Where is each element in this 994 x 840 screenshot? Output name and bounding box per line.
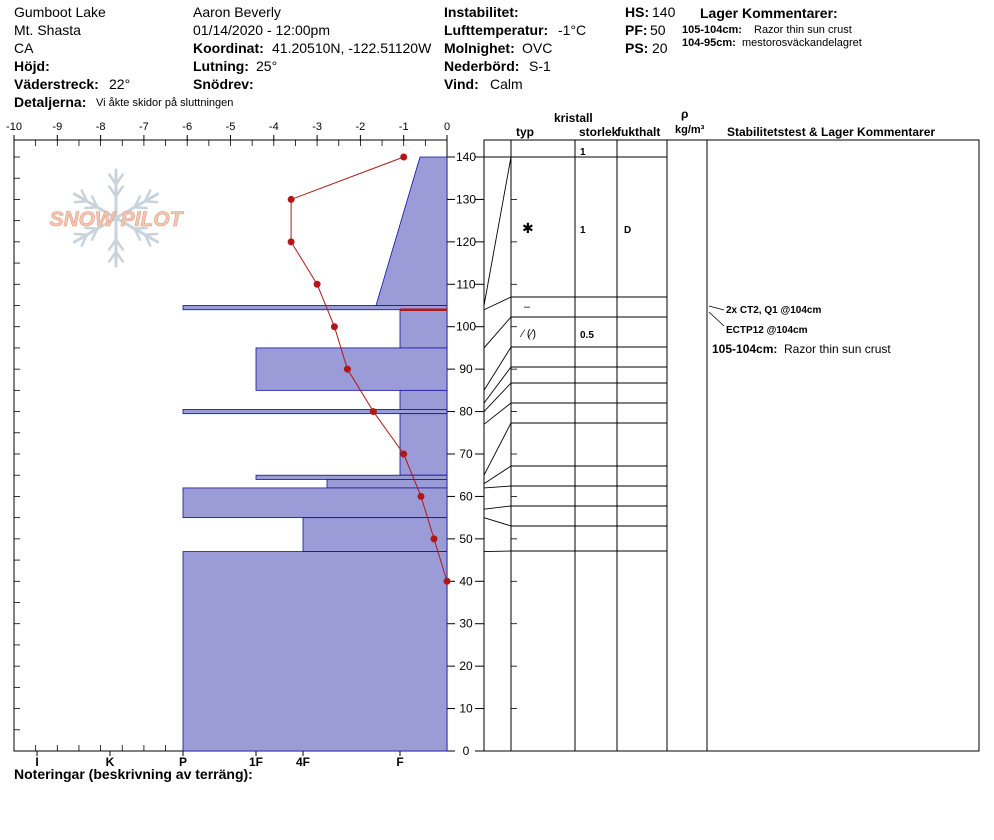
layer-connector bbox=[484, 403, 511, 424]
layer-connector bbox=[484, 423, 511, 475]
observer: Aaron Beverly bbox=[193, 4, 281, 20]
stability-test-2: ECTP12 @104cm bbox=[726, 325, 808, 336]
temp-tick-label: -2 bbox=[355, 121, 366, 133]
drift-label: Snödrev: bbox=[193, 76, 254, 92]
aspect-label: Väderstreck: bbox=[14, 76, 99, 92]
precip-value: S-1 bbox=[529, 58, 551, 74]
temp-point bbox=[314, 281, 321, 288]
layer-connector bbox=[484, 466, 511, 484]
depth-tick-label: 20 bbox=[459, 659, 473, 674]
temp-point bbox=[400, 451, 407, 458]
hardness-label: 4F bbox=[295, 755, 311, 769]
location: Gumboot Lake bbox=[14, 4, 106, 20]
layer-comments-title: Lager Kommentarer: bbox=[700, 5, 838, 21]
datetime: 01/14/2020 - 12:00pm bbox=[193, 22, 330, 38]
ps-label: PS: bbox=[625, 40, 649, 56]
temp-point bbox=[331, 323, 338, 330]
hardness-label: F bbox=[396, 755, 404, 769]
layer-4-size: 0.5 bbox=[580, 330, 594, 341]
hardness-label: K bbox=[105, 755, 115, 769]
pf-value: 50 bbox=[650, 22, 666, 38]
hardness-label: P bbox=[178, 755, 188, 769]
temp-tick-label: -8 bbox=[95, 121, 106, 133]
airtemp-label: Lufttemperatur: bbox=[444, 22, 549, 38]
density-unit-header: kg/m³ bbox=[675, 124, 705, 136]
layer-1-size: 1 bbox=[580, 147, 586, 158]
layer-2-size: 1 bbox=[580, 225, 586, 236]
temp-point bbox=[400, 154, 407, 161]
layer-2-moisture: D bbox=[624, 225, 632, 236]
state: CA bbox=[14, 40, 34, 56]
hardness-layer-10 bbox=[183, 488, 447, 518]
temp-tick-label: -7 bbox=[139, 121, 149, 133]
hardness-layer-11 bbox=[303, 518, 447, 552]
layer-connector bbox=[484, 297, 511, 310]
depth-tick-label: 120 bbox=[455, 234, 477, 249]
layer-connector bbox=[484, 486, 511, 488]
sky-label: Molnighet: bbox=[444, 40, 515, 56]
type-header: typ bbox=[516, 125, 534, 139]
depth-tick-label: 10 bbox=[459, 701, 473, 716]
stability-header: Stabilitetstest & Lager Kommentarer bbox=[727, 125, 936, 139]
moisture-header: fukthalt bbox=[617, 125, 661, 139]
hs-value: 140 bbox=[652, 4, 676, 20]
layer-2-grain: ✱ bbox=[522, 220, 534, 236]
layer-connector bbox=[484, 551, 511, 552]
depth-tick-label: 110 bbox=[456, 277, 476, 292]
depth-tick-label: 50 bbox=[459, 531, 473, 546]
wind-label: Vind: bbox=[444, 76, 479, 92]
depth-tick-label: 30 bbox=[459, 616, 473, 631]
temp-point bbox=[288, 196, 295, 203]
hardness-layer-5 bbox=[400, 390, 447, 409]
layer-comment-2-text: mestorosväckandelagret bbox=[742, 37, 862, 49]
depth-tick-label: 100 bbox=[455, 319, 477, 334]
snowpilot-logo bbox=[50, 170, 185, 266]
snowflake-branch bbox=[145, 234, 157, 235]
stability-comment-range: 105-104cm: bbox=[712, 342, 778, 356]
details-label: Detaljerna: bbox=[14, 94, 87, 110]
temp-tick-label: -10 bbox=[6, 121, 22, 133]
layer-4-grain: ⁄ (⁄) bbox=[522, 328, 537, 340]
ps-value: 20 bbox=[652, 40, 668, 56]
stability-arrow bbox=[709, 306, 724, 310]
hardness-label: I bbox=[35, 755, 39, 769]
temp-point bbox=[288, 238, 295, 245]
details-value: Vi åkte skidor på sluttningen bbox=[96, 97, 234, 109]
slope-label: Lutning: bbox=[193, 58, 249, 74]
temp-tick-label: 0 bbox=[443, 121, 451, 133]
depth-tick-label: 0 bbox=[462, 744, 470, 758]
temp-tick-label: -4 bbox=[268, 121, 279, 133]
depth-tick-label: 140 bbox=[455, 150, 477, 164]
stability-comment-text: Razor thin sun crust bbox=[784, 342, 891, 356]
hardness-layers bbox=[183, 157, 447, 751]
temp-point bbox=[344, 366, 351, 373]
temp-point bbox=[418, 493, 425, 500]
temp-point bbox=[431, 535, 438, 542]
temp-tick-label: -9 bbox=[52, 121, 63, 133]
stability-arrow bbox=[709, 312, 724, 326]
depth-tick-label: 90 bbox=[459, 362, 473, 377]
coord-value: 41.20510N, -122.51120W bbox=[272, 40, 432, 56]
layer-comment-1-text: Razor thin sun crust bbox=[754, 24, 852, 36]
layer-connector bbox=[484, 347, 511, 390]
hardness-layer-7 bbox=[400, 414, 447, 476]
notes-label: Noteringar (beskrivning av terräng): bbox=[14, 766, 253, 782]
layer-connector bbox=[484, 506, 511, 509]
table-frame bbox=[484, 140, 979, 751]
slope-value: 25° bbox=[256, 58, 278, 74]
layer-3-grain: – bbox=[524, 301, 531, 313]
logo-text: SNOW PILOT bbox=[49, 208, 183, 231]
crystal-header: kristall bbox=[554, 111, 593, 125]
pf-label: PF: bbox=[625, 22, 648, 38]
sky-value: OVC bbox=[522, 40, 553, 56]
layer-connector bbox=[484, 317, 511, 348]
layer-connector bbox=[484, 518, 511, 526]
range: Mt. Shasta bbox=[14, 22, 81, 38]
hs-label: HS: bbox=[625, 4, 650, 20]
rho-header: ρ bbox=[681, 107, 689, 121]
layer-comment-2-range: 104-95cm: bbox=[682, 37, 736, 49]
hardness-layer-1 bbox=[376, 157, 447, 306]
instability-label: Instabilitet: bbox=[444, 4, 519, 20]
hardness-layer-4 bbox=[256, 348, 447, 390]
size-header: storlek bbox=[579, 125, 619, 139]
snowflake-branch bbox=[145, 201, 157, 202]
depth-tick-label: 60 bbox=[459, 489, 473, 504]
depth-tick-label: 80 bbox=[459, 404, 473, 419]
depth-tick-label: 70 bbox=[459, 447, 473, 461]
precip-label: Nederbörd: bbox=[444, 58, 520, 74]
aspect-value: 22° bbox=[109, 76, 131, 92]
wind-value: Calm bbox=[490, 76, 523, 92]
temp-tick-label: -5 bbox=[225, 121, 236, 133]
layer-table bbox=[484, 140, 979, 751]
airtemp-value: -1°C bbox=[558, 22, 587, 38]
hardness-layer-3 bbox=[400, 310, 447, 348]
temp-point bbox=[370, 408, 377, 415]
hardness-layer-6 bbox=[183, 409, 447, 413]
elevation-label: Höjd: bbox=[14, 58, 50, 74]
temp-tick-label: -1 bbox=[398, 121, 409, 133]
snowflake-branch bbox=[75, 201, 87, 202]
hardness-label: 1F bbox=[248, 755, 264, 769]
coord-label: Koordinat: bbox=[193, 40, 264, 56]
hardness-layer-12 bbox=[183, 552, 447, 751]
layer-connector bbox=[484, 157, 511, 306]
temp-tick-label: -3 bbox=[312, 121, 322, 133]
temp-tick-label: -6 bbox=[182, 121, 193, 133]
hardness-layer-9 bbox=[327, 479, 447, 487]
depth-tick-label: 40 bbox=[459, 574, 473, 589]
depth-tick-label: 130 bbox=[455, 192, 477, 207]
stability-test-1: 2x CT2, Q1 @104cm bbox=[726, 305, 822, 316]
snowflake-branch bbox=[75, 234, 87, 235]
temp-point bbox=[444, 578, 451, 585]
hardness-layer-8 bbox=[256, 475, 447, 479]
layer-comment-1-range: 105-104cm: bbox=[682, 24, 742, 36]
